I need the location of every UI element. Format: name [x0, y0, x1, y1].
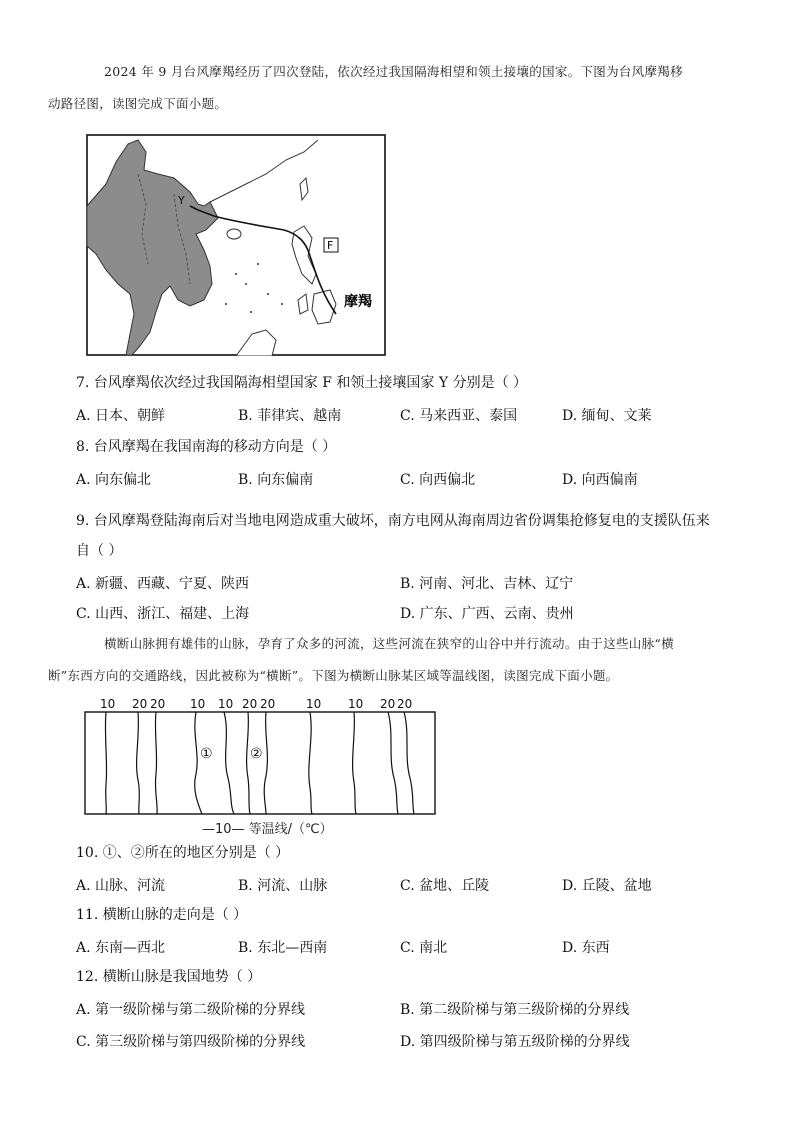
isotherm-map	[84, 694, 436, 820]
isotherm-line	[388, 712, 398, 814]
intro-2-line-2: 断”东西方向的交通路线，因此被称为“横断”。下图为横断山脉某区域等温线图，读图完成下面小题。	[48, 668, 619, 683]
intro-paragraph-1	[48, 56, 726, 120]
question-9-option-d[interactable]: D. 广东、广西、云南、贵州	[400, 606, 574, 622]
isotherm-line	[309, 712, 312, 814]
isotherm-line	[105, 712, 106, 814]
question-11-option-a[interactable]: A. 东南—西北	[76, 940, 166, 956]
isotherm-line	[195, 712, 202, 814]
question-12-stem: 12. 横断山脉是我国地势（ ）	[76, 969, 262, 985]
isotherm-legend: —10— 等温线/（℃）	[202, 822, 333, 837]
isotherm-label: 20	[380, 697, 396, 711]
question-7-stem: 7. 台风摩羯依次经过我国隔海相望国家 F 和领土接壤国家 Y 分别是（ ）	[76, 375, 528, 391]
question-9-option-a[interactable]: A. 新疆、西藏、宁夏、陕西	[76, 576, 250, 592]
question-10-option-c[interactable]: C. 盆地、丘陵	[400, 878, 490, 894]
region-mark-2: ②	[250, 746, 263, 762]
isotherm-line	[404, 712, 414, 814]
isotherm-label: 20	[150, 697, 166, 711]
question-12-option-c[interactable]: C. 第三级阶梯与第四级阶梯的分界线	[76, 1034, 306, 1050]
question-9-option-c[interactable]: C. 山西、浙江、福建、上海	[76, 606, 250, 622]
question-7-option-d[interactable]: D. 缅甸、文莱	[562, 408, 652, 424]
question-9-stem-line-1: 9. 台风摩羯登陆海南后对当地电网造成重大破坏，南方电网从海南周边省份调集抢修复电的支援队伍来	[76, 513, 710, 529]
question-7-option-a[interactable]: A. 日本、朝鲜	[76, 408, 166, 424]
question-12-option-d[interactable]: D. 第四级阶梯与第五级阶梯的分界线	[400, 1034, 630, 1050]
isotherm-label: 10	[348, 697, 364, 711]
intro-2-line-1: 横断山脉拥有雄伟的山脉，孕育了众多的河流，这些河流在狭窄的山谷中并行流动。由于这些山脉“横	[104, 636, 674, 651]
question-9-option-b[interactable]: B. 河南、河北、吉林、辽宁	[400, 576, 574, 592]
question-11-option-c[interactable]: C. 南北	[400, 940, 448, 956]
isotherm-label: 20	[260, 697, 276, 711]
intro-paragraph-2	[48, 628, 726, 692]
map-label-typhoon: 摩羯	[344, 294, 372, 310]
isotherm-label: 10	[306, 697, 322, 711]
isotherm-line	[137, 712, 140, 814]
isotherm-line	[247, 712, 250, 814]
isotherm-line	[353, 712, 356, 814]
map-label-y: Y	[178, 194, 185, 207]
isotherm-label: 20	[397, 697, 413, 711]
map-label-f: F	[327, 239, 334, 252]
question-7-option-c[interactable]: C. 马来西亚、泰国	[400, 408, 518, 424]
question-11-stem: 11. 横断山脉的走向是（ ）	[76, 907, 248, 923]
isotherm-label: 10	[100, 697, 116, 711]
question-8-option-b[interactable]: B. 向东偏南	[238, 472, 314, 488]
isotherm-label: 10	[218, 697, 234, 711]
question-9-stem	[76, 506, 726, 566]
isotherm-label: 20	[132, 697, 148, 711]
question-7-option-b[interactable]: B. 菲律宾、越南	[238, 408, 342, 424]
question-10-option-a[interactable]: A. 山脉、河流	[76, 878, 166, 894]
question-9-stem-line-2: 自（ ）	[76, 543, 123, 559]
question-12-option-b[interactable]: B. 第二级阶梯与第三级阶梯的分界线	[400, 1002, 630, 1018]
question-11-option-d[interactable]: D. 东西	[562, 940, 610, 956]
isotherm-line	[264, 712, 267, 814]
region-mark-1: ①	[200, 746, 213, 762]
question-11-option-b[interactable]: B. 东北—西南	[238, 940, 328, 956]
intro-1-line-2: 动路径图，读图完成下面小题。	[48, 96, 228, 111]
intro-1-line-1: 2024 年 9 月台风摩羯经历了四次登陆，依次经过我国隔海相望和领土接壤的国家。下图为台风摩羯移	[104, 64, 683, 79]
isotherm-label: 20	[242, 697, 258, 711]
isotherm-label: 10	[190, 697, 206, 711]
question-10-stem: 10. ①、②所在的地区分别是（ ）	[76, 845, 290, 861]
isotherm-line	[155, 712, 157, 814]
question-10-option-b[interactable]: B. 河流、山脉	[238, 878, 328, 894]
question-8-stem: 8. 台风摩羯在我国南海的移动方向是（ ）	[76, 439, 337, 455]
question-12-option-a[interactable]: A. 第一级阶梯与第二级阶梯的分界线	[76, 1002, 306, 1018]
isotherm-line	[224, 712, 234, 814]
question-8-option-d[interactable]: D. 向西偏南	[562, 472, 638, 488]
question-10-option-d[interactable]: D. 丘陵、盆地	[562, 878, 652, 894]
typhoon-route-map	[86, 134, 386, 360]
question-8-option-c[interactable]: C. 向西偏北	[400, 472, 476, 488]
question-8-option-a[interactable]: A. 向东偏北	[76, 472, 152, 488]
